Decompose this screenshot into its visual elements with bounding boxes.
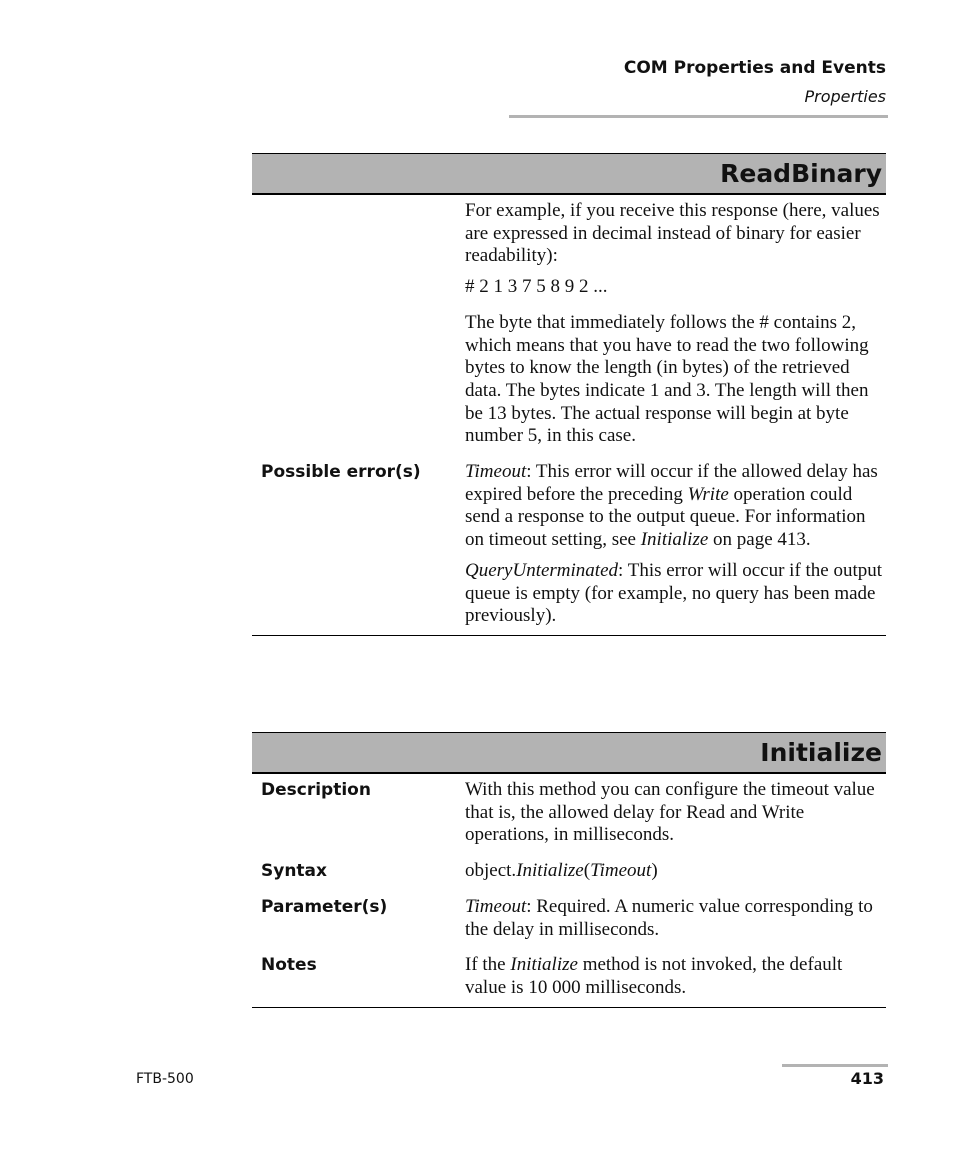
possible-errors-label: Possible error(s) [261,462,421,483]
initialize-section [252,732,886,1008]
parameter-text: Timeout: Required. A numeric value corresponding to the delay in milliseconds. [465,895,873,940]
readbinary-section [252,153,886,636]
description-text: With this method you can configure the timeout value that is, the allowed delay for Read and Write operations, in milliseconds. [465,779,875,846]
readbinary-example-row [252,200,886,448]
initialize-heading: Initialize [760,738,882,767]
example-explanation: The byte that immediately follows the # contains 2, which means that you have to read the two following bytes to know the length (in bytes) of the retrieved data. The bytes indicate 1 and 3. The length will then be 13 bytes. The actual response will begin at byte number 5, in this case. [465,311,869,447]
example-intro: For example, if you receive this response (here, values are expressed in decimal instead of binary for easier readability): [465,200,880,267]
initialize-heading-bar [252,732,886,774]
readbinary-heading-bar [252,153,886,195]
notes-row [252,954,886,1007]
description-label: Description [261,780,371,800]
error-timeout-name: Timeout [465,461,527,483]
notes-text: If the Initialize method is not invoked, the default value is 10 000 milliseconds. [465,954,843,998]
description-row [252,779,886,847]
running-header-title: COM Properties and Events [623,58,886,78]
parameters-label: Parameter(s) [261,896,388,917]
example-value: # 2 1 3 7 5 8 9 2 ... [465,276,608,298]
parameters-row [252,896,886,941]
header-rule [509,115,888,118]
error-query-unterminated: QueryUnterminated: This error will occur if the output queue is empty (for example, no query has been made previously). [465,559,883,627]
possible-errors-row [252,461,886,636]
syntax-text: object.Initialize(Timeout) [465,860,658,882]
notes-label: Notes [261,955,317,976]
page-number: 413 [850,1069,884,1088]
footer-product: FTB-500 [136,1071,194,1087]
syntax-row [252,860,886,883]
write-ref: Write [687,483,729,505]
error-query-name: QueryUnterminated [465,559,619,581]
initialize-link[interactable]: Initialize [640,529,709,551]
running-header-subtitle: Properties [804,87,886,106]
error-timeout: Timeout: This error will occur if the allowed delay has expired before the preceding Write operation could send a response to the output queue. For information on timeout setting, see Initialize on page 413. [465,461,878,551]
syntax-label: Syntax [261,861,327,882]
footer-rule [782,1064,888,1067]
readbinary-heading: ReadBinary [720,159,882,188]
